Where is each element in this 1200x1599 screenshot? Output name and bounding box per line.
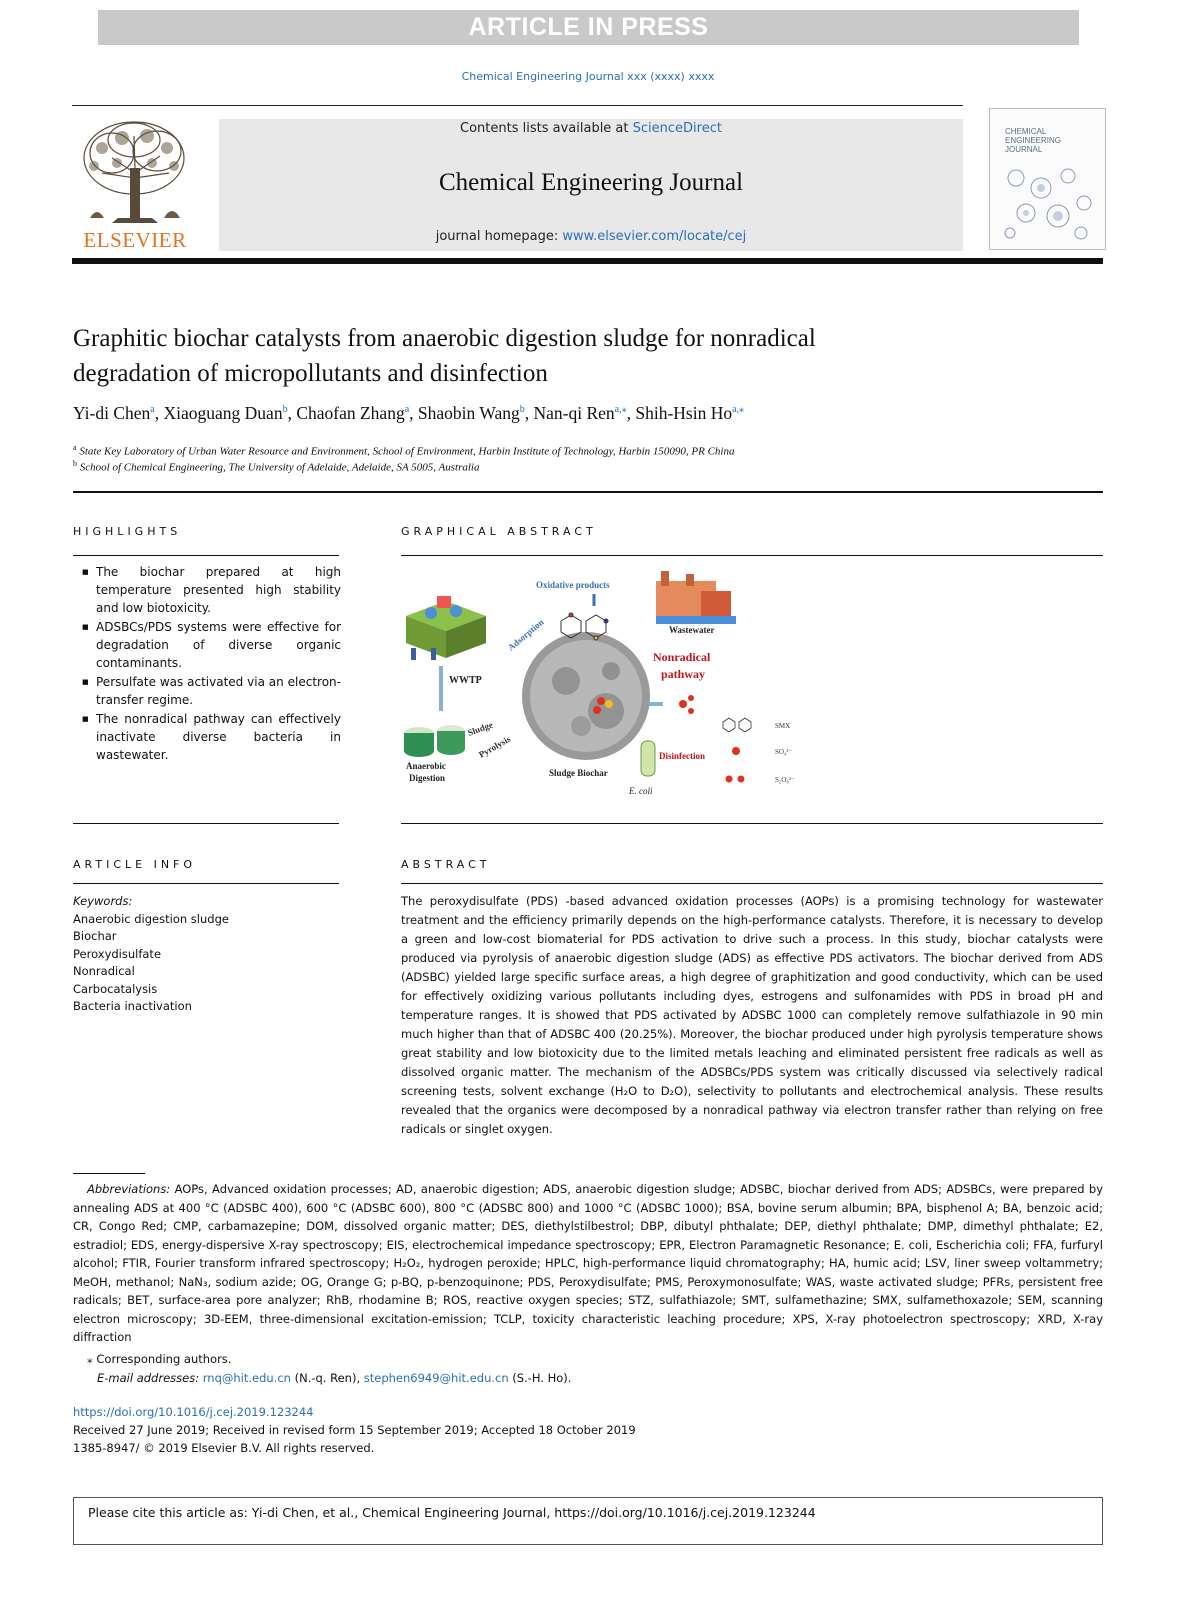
- journal-homepage-link[interactable]: www.elsevier.com/locate/cej: [562, 229, 747, 244]
- ga-label-wwtp: WWTP: [449, 675, 482, 686]
- article-info-rule: [73, 883, 339, 884]
- journal-title: Chemical Engineering Journal: [438, 169, 744, 196]
- keyword-item: Peroxydisulfate: [73, 946, 162, 961]
- author-separator: ,: [524, 403, 534, 423]
- legend-label-2: SO₄²⁻: [775, 748, 793, 756]
- author-name[interactable]: Yi-di Chen: [73, 403, 151, 423]
- ga-label-nonradical-2: pathway: [661, 667, 706, 681]
- article-in-press-banner: ARTICLE IN PRESS: [98, 10, 1079, 45]
- ga-label-sludge-biochar: Sludge Biochar: [549, 768, 608, 778]
- ga-label-nonradical-1: Nonradical: [653, 650, 711, 664]
- highlights-rule: [73, 555, 339, 556]
- author-separator: ,: [626, 403, 636, 423]
- highlight-item: ■ ADSBCs/PDS systems were effective for degradation of diverse organic contaminants.: [73, 618, 341, 672]
- doi-link[interactable]: https://doi.org/10.1016/j.cej.2019.123244: [73, 1405, 314, 1419]
- keyword-item: Bacteria inactivation: [73, 999, 192, 1013]
- footnote-rule: [73, 1173, 145, 1174]
- ga-label-adsorption: Adsorption: [505, 616, 546, 653]
- highlights-heading: HIGHLIGHTS: [73, 525, 182, 538]
- anaerobic-digester-illustration: [404, 725, 465, 757]
- ga-label-disinfection: Disinfection: [659, 751, 705, 761]
- homepage-prefix: journal homepage:: [435, 229, 563, 244]
- author-affiliation-marker[interactable]: a: [404, 404, 410, 416]
- cover-title-text: CHEMICAL ENGINEERING JOURNAL: [1005, 127, 1062, 154]
- keyword-item: Anaerobic digestion sludge: [73, 911, 229, 926]
- author-name[interactable]: Chaofan Zhang: [296, 403, 405, 423]
- author-affiliation-marker[interactable]: a: [150, 404, 155, 416]
- copyright-line: 1385-8947/ © 2019 Elsevier B.V. All rights reserved.: [73, 1441, 375, 1455]
- contents-prefix: Contents lists available at: [460, 121, 633, 136]
- author-affiliation-marker[interactable]: b: [282, 404, 288, 416]
- wastewater-factory-illustration: [656, 571, 736, 624]
- article-title-line-1: Graphitic biochar catalysts from anaerobic digestion sludge for nonradical: [73, 325, 816, 352]
- highlight-item: ■ The biochar prepared at high temperature presented high stability and low biotoxicity.: [73, 563, 341, 617]
- legend-molecule-icon: [723, 718, 751, 732]
- affiliation-marker: a: [73, 443, 77, 452]
- header-top-rule: [72, 105, 963, 106]
- highlight-item: ■ Persulfate was activated via an electron-transfer regime.: [73, 673, 341, 709]
- author-name[interactable]: Xiaoguang Duan: [163, 403, 283, 423]
- graphical-abstract-heading: GRAPHICAL ABSTRACT: [401, 525, 597, 538]
- author-affiliation-marker[interactable]: b: [519, 404, 525, 416]
- abstract-body: The peroxydisulfate (PDS) -based advanced oxidation processes (AOPs) is a promising technology for wastewater treatment and the efficiency primarily depends on the high-performance catalysts. Therefore, it is necessary to develop a green and low-cost biomaterial for PDS activation to drive such a process. In this study, biochar catalysts were produced via pyrolysis of anaerobic digestion sludge (ADS) as effective PDS activators. The biochar derived from ADS (ADSBC) yielded large specific surface areas, a high degree of graphitization and good conductivity, which can be used for effectively oxidizing various pollutants including dyes, estrogens and sulfonamides with PDS in broad pH and temperature ranges. It is showed that PDS activated by ADSBC 1000 can completely remove sulfathiazole in 90 min much higher than that of ADSBC 400 (20.25%). Moreover, the biochar produced under high pyrolysis temperature shows great stability and low biotoxicity due to the limited metals leaching and eliminated persistent free radicals as well as dissolved organic matter. The mechanism of the ADSBCs/PDS system was critically discussed via selectively radical screening tests, solvent exchange (H₂O to D₂O), selectivity to pollutants and electrochemical analysis. These results revealed that the organics were decomposed by a nonradical pathway via electron transfer rather than relying on free radicals or singlet oxygen.: [401, 894, 1103, 1136]
- abbreviations-text: AOPs, Advanced oxidation processes; AD, anaerobic digestion; ADS, anaerobic digestion sludge; ADSBC, biochar derived from ADS; ADSBCs, were prepared by annealing ADS at 400 °C (ADSBC 400), 600 °C (ADSBC 600), 800 °C (ADSBC 800) and 1000 °C (ADSBC 1000); BSA, bovine serum albumin; BPA, bisphenol A; BA, benzoic acid; CR, Congo Red; CMP, carbamazepine; DOM, dissolved organic matter; DES, diethylstilbestrol; DBP, dibutyl phthalate; DEP, diethyl phthalate; DMP, dimethyl phthalate; E2, estradiol; EDS, energy-dispersive X-ray spectroscopy; EIS, electrochemical impedance spectroscopy; EPR, Electron Paramagnetic Resonance; E. coli, Escherichia coli; FFA, furfuryl alcohol; FTIR, Fourier transform infrared spectroscopy; H₂O₂, hydrogen peroxide; HPLC, high-performance liquid chromatography; HA, humic acid; LSV, liner sweep voltammetry; MeOH, methanol; NaN₃, sodium azide; OG, Orange G; p-BQ, p-benzoquinone; PDS, Peroxydisulfate; PMS, Peroxymonosulfate; WAS, waste activated sludge; PFRs, persistent free radicals; BET, surface-area pore analyzer; RhB, rhodamine B; ROS, reactive oxygen species; STZ, sulfathiazole; SMT, sulfamethazine; SMX, sulfamethoxazole; SEM, scanning electron microscopy; 3D-EEM, three-dimensional excitation-emission; TCLP, toxicity characteristic leaching procedure; XPS, X-ray photoelectron spectroscopy; XRD, X-ray diffraction: [73, 1182, 1103, 1344]
- affiliation-text: State Key Laboratory of Urban Water Resource and Environment, School of Environment, Harbin Institute of Technology, Harbin 150090, PR China: [79, 445, 735, 458]
- legend-label-1: SMX: [775, 722, 791, 730]
- graphical-abstract-rule: [401, 555, 1103, 556]
- author-separator: ,: [287, 403, 297, 423]
- legend-pds-icon: [726, 776, 733, 783]
- corresponding-authors-note: ⁎ Corresponding authors.: [87, 1352, 232, 1366]
- author-separator: ,: [409, 403, 418, 423]
- author-name[interactable]: Shih-Hsin Ho: [635, 403, 733, 423]
- affiliation-a: [73, 443, 1103, 458]
- author-name[interactable]: Nan-qi Ren: [533, 403, 615, 423]
- affiliation-text: School of Chemical Engineering, The University of Adelaide, Adelaide, SA 5005, Australia: [79, 461, 480, 474]
- ecoli-tube-illustration: [641, 741, 655, 776]
- highlights-bottom-rule: [73, 823, 339, 824]
- keywords-label: Keywords:: [73, 894, 133, 908]
- abstract-rule: [401, 883, 1103, 884]
- article-title-line-2: degradation of micropollutants and disinfection: [73, 360, 548, 387]
- contents-available-line: [219, 121, 963, 136]
- ga-label-anaerobic-2: Digestion: [409, 773, 445, 783]
- author-name[interactable]: Shaobin Wang: [417, 403, 520, 423]
- ga-label-oxidative: Oxidative products: [536, 580, 610, 590]
- email-label: E-mail addresses:: [97, 1371, 200, 1385]
- wwtp-illustration: [406, 596, 486, 660]
- highlight-item: ■ The nonradical pathway can effectively inactivate diverse bacteria in wastewater.: [73, 710, 341, 764]
- legend-radical-icon: [732, 747, 740, 755]
- email-link-ren[interactable]: rnq@hit.edu.cn: [202, 1371, 291, 1385]
- journal-reference-link[interactable]: Chemical Engineering Journal xxx (xxxx) xxxx: [461, 70, 715, 83]
- ga-label-sludge: Sludge: [466, 719, 495, 738]
- keyword-item: Biochar: [73, 929, 117, 943]
- abbreviations-footnote: [73, 1180, 1103, 1347]
- header-thick-rule: [72, 258, 1103, 264]
- keyword-item: Nonradical: [73, 964, 135, 978]
- radical-species-icon: [679, 695, 694, 714]
- author-list: [73, 403, 1103, 424]
- highlights-list: [73, 563, 341, 765]
- article-title: [73, 321, 1073, 391]
- author-affiliation-marker[interactable]: a,⁎: [732, 404, 745, 416]
- affiliation-b: [73, 459, 1103, 474]
- received-dates: Received 27 June 2019; Received in revised form 15 September 2019; Accepted 18 October 2019: [73, 1423, 636, 1437]
- ga-label-wastewater: Wastewater: [669, 625, 715, 635]
- abstract-heading: ABSTRACT: [401, 858, 491, 871]
- legend-label-3: S₂O₈²⁻: [775, 776, 795, 784]
- graphical-abstract-figure[interactable]: [401, 566, 801, 806]
- article-info-heading: ARTICLE INFO: [73, 858, 197, 871]
- author-affiliation-marker[interactable]: a,⁎: [614, 404, 627, 416]
- author-separator: ,: [154, 403, 164, 423]
- email-link-ho[interactable]: stephen6949@hit.edu.cn: [363, 1371, 509, 1385]
- ga-legend: [723, 718, 795, 784]
- email-ho-who: (S.-H. Ho).: [508, 1371, 572, 1385]
- ga-label-pyrolysis: Pyrolysis: [477, 733, 513, 760]
- graphical-abstract-bottom-rule: [401, 823, 1103, 824]
- ga-label-anaerobic-1: Anaerobic: [406, 761, 446, 771]
- email-addresses-line: [73, 1369, 1103, 1388]
- affiliation-marker: b: [73, 459, 77, 468]
- email-ren-who: (N.-q. Ren),: [290, 1371, 364, 1385]
- journal-homepage-line: [219, 229, 963, 244]
- citation-text[interactable]: Please cite this article as: Yi-di Chen, et al., Chemical Engineering Journal, https://doi.org/10.1016/j.cej.2019.123244: [88, 1505, 816, 1520]
- abbreviations-label: Abbreviations:: [87, 1182, 171, 1196]
- sludge-biochar-particle: [522, 632, 650, 760]
- section-divider: [73, 491, 1103, 493]
- cover-artwork: [996, 158, 1098, 244]
- elsevier-wordmark: ELSEVIER: [83, 228, 187, 252]
- keyword-item: Carbocatalysis: [73, 981, 158, 996]
- citation-box: [73, 1497, 1103, 1545]
- keywords-block: [73, 893, 341, 1016]
- ga-label-ecoli: E. coli: [629, 786, 653, 796]
- sciencedirect-link[interactable]: ScienceDirect: [632, 121, 722, 136]
